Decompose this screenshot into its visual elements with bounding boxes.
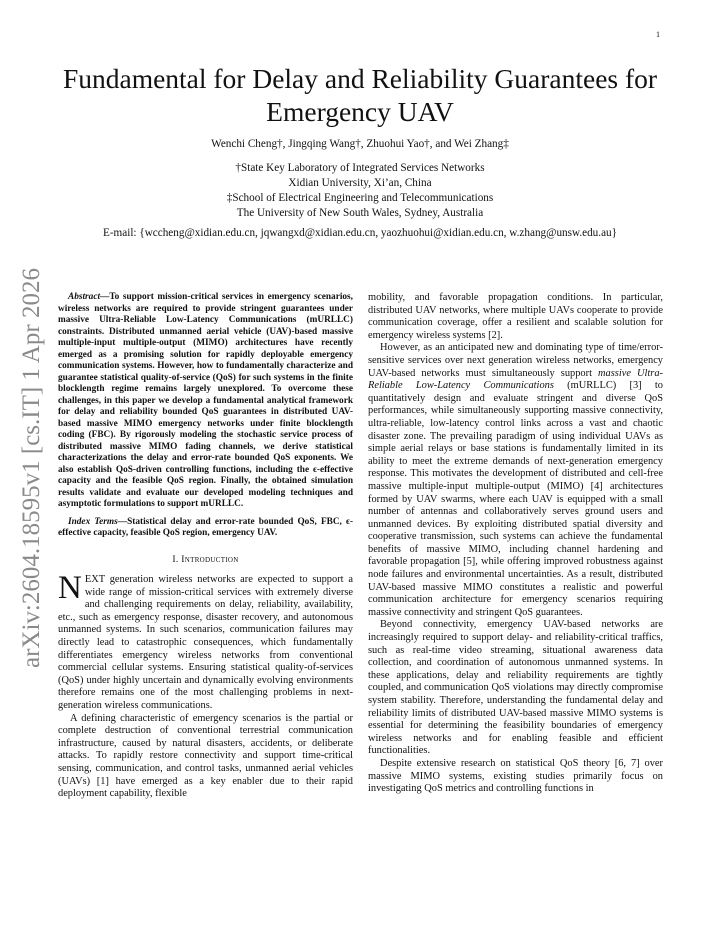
body-paragraph-4: Despite extensive research on statistical QoS theory [6, 7] over massive MIMO systems, existing studies primarily focus on investigating QoS metrics and controlling functions in — [368, 757, 663, 795]
mURLLC-term: massive Ultra-Reliable Low-Latency Communications — [368, 367, 663, 392]
section-heading: I. Introduction — [172, 553, 239, 565]
body-paragraph-2-start: However, as an anticipated new and dominating type of time/error-sensitive services over next generation wireless networks, emergency UAV-based networks must simultaneously support — [368, 342, 663, 379]
body-paragraph-1: mobility, and favorable propagation conditions. In particular, distributed UAV networks, where multiple UAVs cooperate to provide communication coverage, offer a resilient and scalable solution for emergency wireless systems [2]. — [368, 292, 663, 341]
left-column — [58, 292, 353, 801]
affiliation-line: ‡School of Electrical Engineering and Telecommunications — [226, 192, 494, 204]
affiliation-line: †State Key Laboratory of Integrated Services Networks — [235, 162, 485, 174]
intro-paragraph-1: EXT generation wireless networks are expected to support a wide range of mission-critical services with extremely diverse and challenging requirements on delay, reliability, availability, etc., such as emergency response, disaster recovery, and autonomous unmanned systems. In such scenarios, communication failures may directly lead to catastrophic consequences, which fundamentally differentiates emergency wireless networks from conventional commercial cellular systems. Ensuring statistical quality-of-services (QoS) under highly uncertain and dynamically evolving environments therefore remains one of the most challenging problems in next-generation wireless communications. — [58, 574, 353, 712]
abstract — [58, 292, 353, 540]
arxiv-identifier: arXiv:2604.18595v1 [cs.IT] 1 Apr 2026 — [18, 268, 45, 668]
intro-paragraph-2: A defining characteristic of emergency scenarios is the partial or complete destruction of conventional terrestrial communication infrastructure, caused by natural disasters, accidents, or deliberate attacks. To rapidly restore connectivity and support time-critical sensing, communication, and control tasks, unmanned aerial vehicles (UAVs) [1] have emerged as a key enabler due to their rapid deployment capability, flexible — [58, 712, 353, 800]
drop-cap: N — [58, 570, 82, 607]
affiliation-line: The University of New South Wales, Sydney, Australia — [236, 207, 484, 219]
body-paragraph-2-end: (mURLLC) [3] to quantitatively design and evaluate stringent and diverse QoS performances, while simultaneously supporting massive connectivity, ultra-reliable, low-latency control links across a vast and chaotic disaster zone. The prevailing paradigm of using individual UAVs as simple aerial relays or base stations is fundamentally limited in its ability to meet the extreme demands of next-generation emergency response. This motivates the development of distributed and cell-free massive multiple-input multiple-output (MIMO) [4] architectures formed by UAV swarms, where each UAV is equipped with a small number of antennas and collaboratively serves ground users and unmanned devices. By exploiting distributed spatial diversity and cooperative transmission, such systems can achieve the fundamental benefits of massive MIMO, including channel hardening and favorable propagation [5], while offering improved robustness against node failures and environmental uncertainties. As a result, distributed UAV-based massive MIMO constitutes a realistic and powerful communication architecture for emergency scenarios requiring massive connectivity and stringent QoS guarantees. — [368, 380, 663, 618]
right-column — [368, 292, 663, 796]
index-terms-label: Index Terms — [68, 516, 118, 527]
abstract-text: —To support mission-critical services in emergency scenarios, wireless networks are required to provide stringent guarantees under massive Ultra-Reliable Low-Latency Communications (mURLLC) constraints. Distributed unmanned aerial vehicle (UAV)-based massive multiple-input multiple-output (MIMO) architectures have recently emerged as a promising solution for rapidly deployable emergency communication systems. However, how to fundamentally characterize and guarantee statistical quality-of-service (QoS) for such systems in the finite blocklength regime remains largely unexplored. To overcome these challenges, in this paper we develop a fundamental analytical framework for delay and reliability bounded QoS guarantees in distributed UAV-based massive MIMO emergency networks under finite blocklength coding (FBC). By rigorously modeling the stochastic service process of distributed massive MIMO fading channels, we derive statistical characterizations the delay and error-rate bounded QoS exponents. We also establish QoS-driven controlling functions, including the ϵ-effective capacity and the feasible QoS region. Finally, the obtained simulation results validate and evaluate our developed modeling techniques and asymptotic formulations to support mURLLC. — [58, 292, 353, 509]
index-terms-text: —Statistical delay and error-rate bounded QoS, FBC, ϵ-effective capacity, feasible QoS region, emergency UAV. — [58, 516, 353, 538]
affiliation-line: Xidian University, Xi’an, China — [288, 177, 432, 189]
page-number: 1 — [656, 30, 660, 39]
affiliations — [40, 161, 680, 221]
body-paragraph-2 — [368, 342, 663, 619]
abstract-label: Abstract — [68, 292, 101, 302]
author-list: Wenchi Cheng†, Jingqing Wang†, Zhuohui Yao†, and Wei Zhang‡ — [211, 138, 509, 150]
body-paragraph-3: Beyond connectivity, emergency UAV-based networks are increasingly required to support delay- and reliability-critical traffics, such as real-time video streaming, situational awareness data collection, and coordination of autonomous unmanned systems. In these applications, delay and reliability requirements are tightly coupled, and communication QoS violations may directly compromise system stability. Therefore, understanding the fundamental delay and reliability limits of distributed UAV-based massive MIMO systems is essential for determining the feasibility boundaries of emergency wireless networks and for enabling feasible and efficient functionalities. — [368, 619, 663, 757]
email-line: E-mail: {wccheng@xidian.edu.cn, jqwangxd@xidian.edu.cn, yaozhuohui@xidian.edu.cn, w.zhang@unsw.edu.au} — [102, 227, 618, 239]
paper-title: Fundamental for Delay and Reliability Guarantees for Emergency UAV — [62, 63, 658, 127]
